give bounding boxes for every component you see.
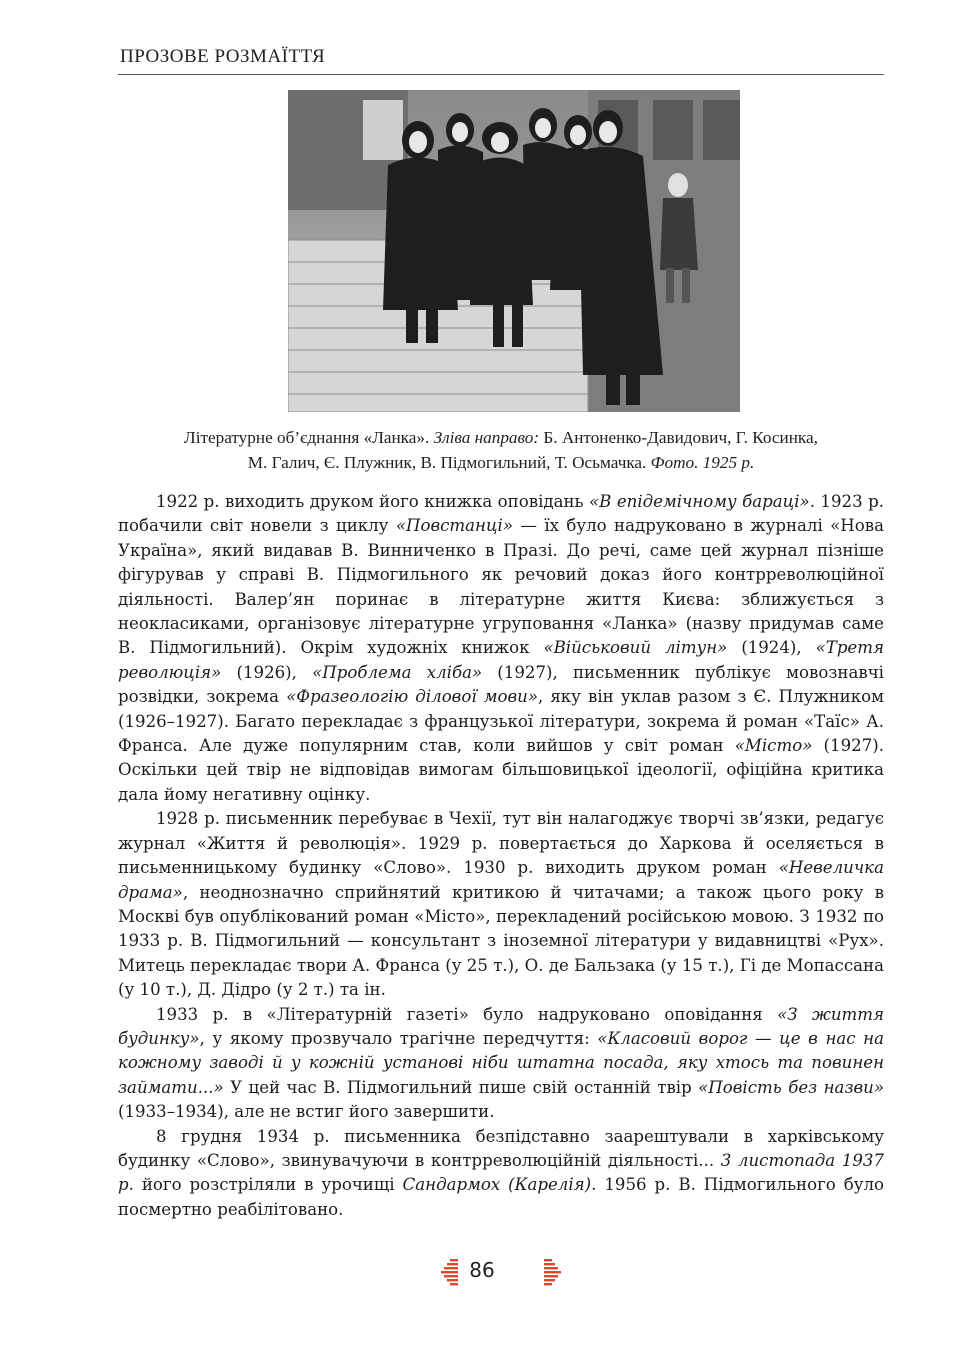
italic-text-segment: 3 листопада 1937 р.: [118, 1150, 884, 1195]
caption-text: Літературне об’єднання «Ланка».: [184, 428, 434, 447]
italic-text-segment: Сандармох (Карелія): [402, 1175, 592, 1195]
text-segment: (1924),: [727, 638, 816, 658]
text-segment: . 1956 р. В. Підмогильного було посмертно реабілітовано.: [118, 1175, 884, 1219]
page-number: 86: [469, 1258, 495, 1282]
article-body: [118, 490, 884, 1222]
caption-names-cont: М. Галич, Є. Плужник, В. Підмогильний, Т. Осьмачка.: [247, 453, 651, 472]
group-photo-image: [288, 90, 740, 412]
caption-names: Б. Антоненко-Давидович, Г. Косинка,: [539, 428, 818, 447]
photo-caption: [118, 425, 884, 475]
next-page-arrow-icon: [542, 1257, 564, 1289]
text-segment: У цей час В. Підмогильний пише свій останній твір: [223, 1077, 699, 1097]
italic-text-segment: «Військовий літун»: [543, 638, 728, 658]
running-header: [118, 44, 884, 75]
text-segment: — їх було надруковано в журналі «Нова Україна», який видавав В. Винниченко в Празі. До речі, саме цей журнал пізніше фігурував у справі В. Підмогильного як речовий доказ його контрреволюційної діяльності. Валер’ян поринає в літературне життя Києва: зближується з неокласиками, організовує літературне угруповання «Ланка» (назву придумав саме В. Підмогильний). Окрім художніх книжок: [118, 516, 884, 658]
page-footer: [0, 1255, 963, 1295]
group-photo: [288, 90, 740, 412]
italic-text-segment: «Третя революція»: [118, 638, 884, 682]
text-segment: (1927), письменник публікує мовознавчі розвідки, зокрема: [118, 662, 884, 707]
text-segment: його розстріляли в урочищі: [133, 1175, 403, 1195]
text-segment: , у якому прозвучало трагічне передчуття:: [199, 1028, 598, 1048]
italic-text-segment: «Проблема хліба»: [312, 662, 483, 682]
paragraph-1: [118, 490, 884, 807]
caption-direction-label: Зліва направо:: [433, 428, 540, 447]
paragraph-3: [118, 1003, 884, 1125]
text-segment: 8 грудня 1934 р. письменника безпідставно заарештували в харківському будинку «Слово», звинувачуючи в контрреволюційній діяльності...: [118, 1126, 884, 1170]
text-segment: 1928 р. письменник перебуває в Чехії, тут він налагоджує творчі зв’язки, редагує журнал «Життя й революція». 1929 р. повертається до Харкова й оселяється в письменницькому будинку «Слово». 1930 р. виходить друком роман: [118, 809, 884, 878]
italic-text-segment: «Фразеологію ділової мови»: [286, 687, 538, 707]
italic-text-segment: «Повість без назви»: [698, 1077, 884, 1097]
italic-text-segment: «Повстанці»: [395, 516, 513, 536]
text-segment: . 1923 р. побачили світ новели з циклу: [118, 492, 885, 536]
italic-text-segment: «Місто»: [734, 736, 813, 756]
text-segment: 1933 р. в «Літературній газеті» було надруковано оповідання: [156, 1004, 778, 1024]
text-segment: , яку він уклав разом з Є. Плужником (1926–1927). Багато перекладає з французької літератури, зокрема й роман «Таїс» А. Франса. Але дуже популярним став, коли вийшов у світ роман: [118, 687, 884, 756]
italic-text-segment: «З життя будинку»: [118, 1004, 884, 1048]
text-segment: (1933–1934), але не встиг його завершити.: [118, 1102, 495, 1122]
italic-text-segment: «Класовий ворог — це в нас на кожному заводі й у кожній установі ніби штатна посада, яку хтось та повинен займати...»: [118, 1028, 885, 1097]
caption-line-1: [118, 425, 884, 450]
caption-line-2: [118, 450, 884, 475]
prev-page-arrow-icon: [438, 1257, 460, 1289]
text-segment: (1927). Оскільки цей твір не відповідав вимогам більшовицької ідеології, офіційна критика дала йому негативну оцінку.: [118, 736, 884, 804]
text-segment: 1922 р. виходить друком його книжка оповідань: [156, 492, 590, 511]
paragraph-2: [118, 807, 884, 1002]
italic-text-segment: «Невеличка драма»: [118, 858, 884, 902]
italic-text-segment: «В епідемічному бараці»: [589, 492, 810, 511]
caption-photo-date: Фото. 1925 р.: [650, 453, 755, 472]
text-segment: (1926),: [221, 662, 313, 682]
running-header-title: ПРОЗОВЕ РОЗМАЇТТЯ: [120, 46, 326, 67]
text-segment: , неоднозначно сприйнятий критикою й читачами; а також цього року в Москві був опублікований роман «Місто», перекладений російською мовою. З 1932 по 1933 р. В. Підмогильний — консультант з іноземної літератури у видавництві «Рух». Митець перекладає твори А. Франса (у 25 т.), О. де Бальзака (у 15 т.), Гі де Мопассана (у 10 т.), Д. Дідро (у 2 т.) та ін.: [118, 882, 884, 1000]
paragraph-4: [118, 1125, 884, 1223]
